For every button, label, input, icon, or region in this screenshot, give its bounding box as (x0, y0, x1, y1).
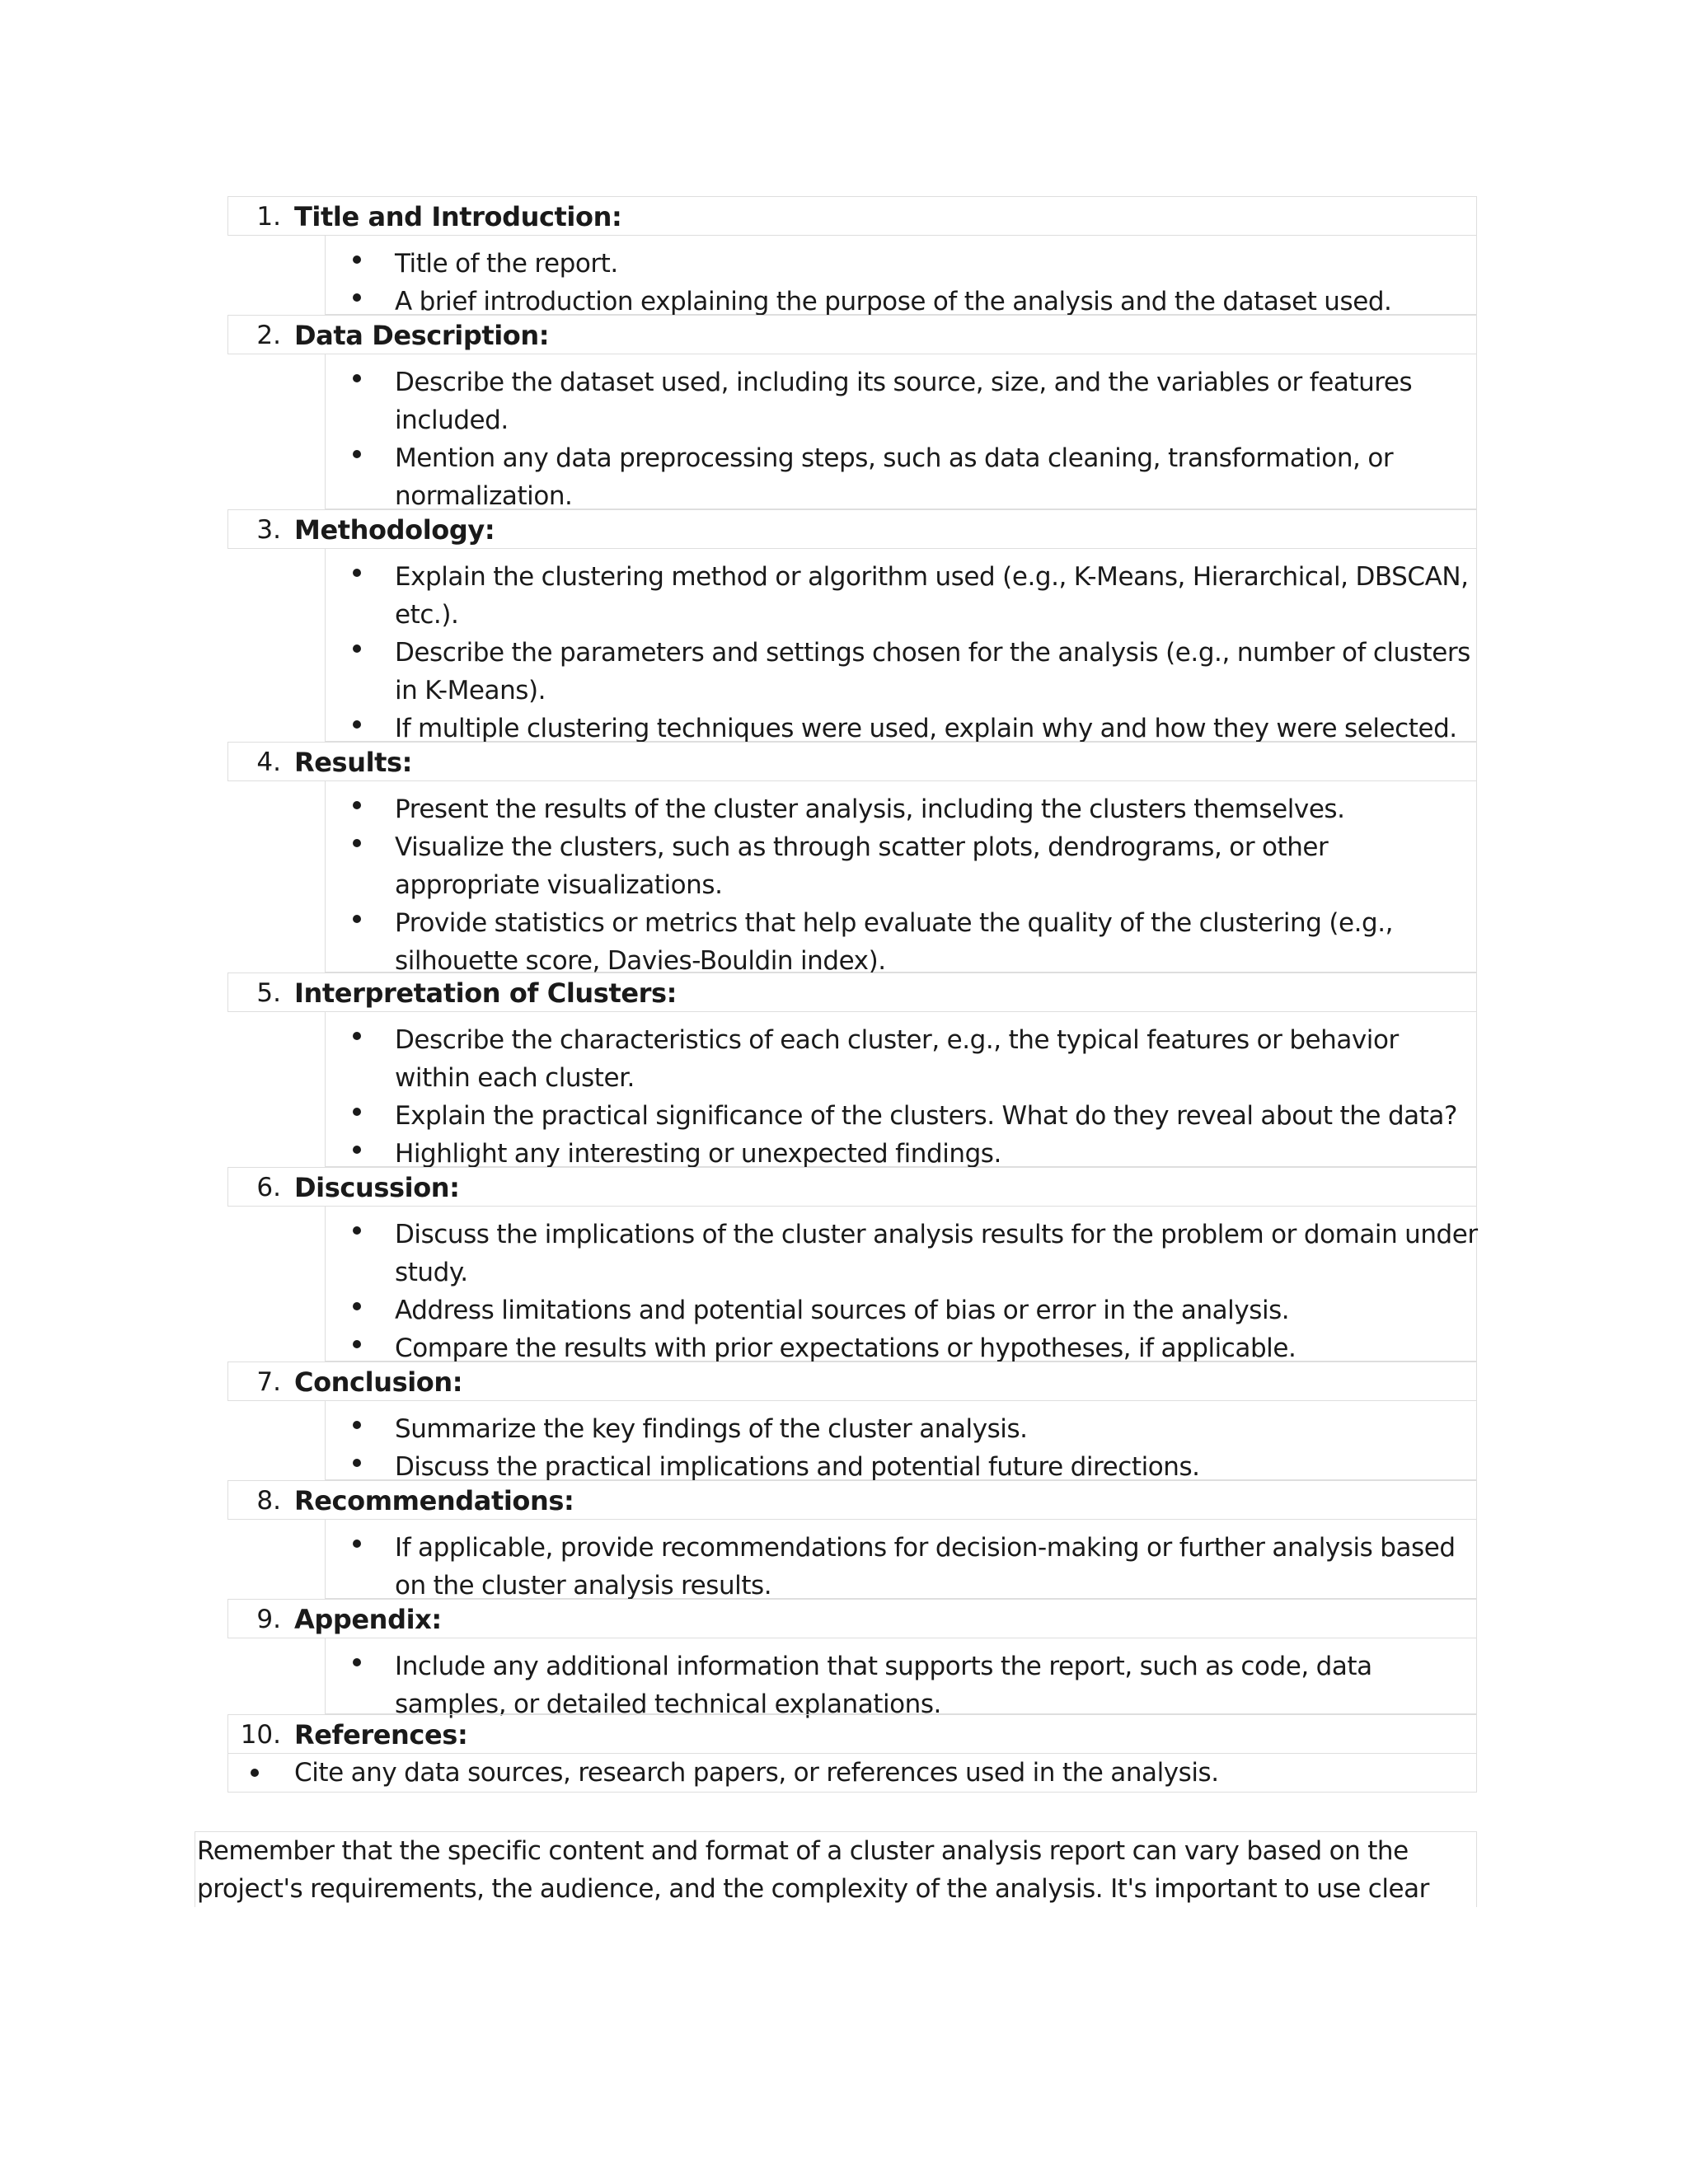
section-heading-data-description (227, 315, 1477, 354)
section-bullets (325, 1401, 1477, 1480)
section-title: Recommendations: (294, 1485, 574, 1516)
bullet-icon (353, 1421, 361, 1429)
bullet-icon (353, 374, 361, 382)
section-number: 10. (240, 1720, 281, 1750)
section-heading-recommendations (227, 1480, 1477, 1520)
section-bullets (325, 1207, 1477, 1361)
bullet-icon (353, 1108, 361, 1116)
list-item-text: Title of the report. (395, 249, 618, 279)
section-bullets (325, 354, 1477, 509)
section-title: References: (294, 1719, 468, 1750)
section-number: 2. (256, 321, 281, 350)
section-number: 5. (256, 978, 281, 1008)
list-item-text: Explain the clustering method or algorithm used (e.g., K-Means, Hierarchical, DBSCAN, etc.). (395, 562, 1469, 630)
bullet-icon (353, 1658, 361, 1666)
section-number: 3. (256, 515, 281, 545)
bullet-icon (353, 1302, 361, 1310)
bullet-icon (353, 255, 361, 264)
bullet-icon (353, 293, 361, 302)
section-heading-conclusion (227, 1361, 1477, 1401)
section-heading-discussion (227, 1167, 1477, 1207)
section-number: 1. (256, 202, 281, 232)
bullet-icon (353, 1032, 361, 1040)
bullet-icon (353, 569, 361, 577)
section-number: 9. (256, 1605, 281, 1634)
section-bullets (325, 1520, 1477, 1599)
section-bullets (325, 781, 1477, 976)
bullet-icon (353, 1340, 361, 1348)
bullet-icon (353, 1540, 361, 1548)
section-title: Appendix: (294, 1604, 442, 1635)
section-heading-appendix (227, 1599, 1477, 1638)
section-title: Results: (294, 747, 413, 778)
bullet-icon (353, 801, 361, 809)
bullet-icon (353, 1146, 361, 1154)
section-bullets (325, 549, 1477, 742)
bullet-icon (353, 839, 361, 847)
section-heading-results (227, 742, 1477, 781)
list-item-text: Visualize the clusters, such as through scatter plots, dendrograms, or other appropriate visualizations. (395, 832, 1329, 900)
list-item-text: Describe the parameters and settings chosen for the analysis (e.g., number of clusters in K-Means). (395, 638, 1470, 705)
list-item-text: Provide statistics or metrics that help evaluate the quality of the clustering (e.g., silhouette score, Davies-Bouldin index). (395, 908, 1394, 976)
bullet-icon (353, 915, 361, 923)
list-item-text: Include any additional information that supports the report, such as code, data samples, or detailed technical explanations. (395, 1652, 1372, 1719)
list-item-text: Compare the results with prior expectations or hypotheses, if applicable. (395, 1333, 1296, 1363)
list-item-text: Mention any data preprocessing steps, such as data cleaning, transformation, or normalization. (395, 443, 1394, 511)
section-title: Data Description: (294, 320, 550, 351)
bullet-icon (353, 720, 361, 729)
section-number: 4. (256, 748, 281, 777)
section-number: 8. (256, 1486, 281, 1516)
section-bullets (325, 236, 1477, 315)
bullet-icon (251, 1769, 259, 1777)
list-item-text: Describe the dataset used, including its source, size, and the variables or features included. (395, 368, 1413, 435)
list-item-text: Explain the practical significance of the clusters. What do they reveal about the data? (395, 1101, 1457, 1131)
bullet-icon (353, 644, 361, 653)
list-item-text: Discuss the implications of the cluster analysis results for the problem or domain under study. (395, 1220, 1478, 1287)
section-number: 6. (256, 1173, 281, 1202)
bullet-icon (353, 1459, 361, 1467)
list-item-text: If applicable, provide recommendations for decision-making or further analysis based on the cluster analysis results. (395, 1533, 1456, 1601)
section-title: Discussion: (294, 1172, 460, 1203)
references-list-item (227, 1753, 1477, 1793)
section-title: Methodology: (294, 514, 495, 546)
section-title: Conclusion: (294, 1366, 463, 1398)
bullet-icon (353, 450, 361, 458)
section-number: 7. (256, 1367, 281, 1397)
section-bullets (325, 1638, 1477, 1719)
list-item-text: Present the results of the cluster analysis, including the clusters themselves. (395, 794, 1345, 824)
list-item-text: If multiple clustering techniques were used, explain why and how they were selected. (395, 714, 1457, 743)
section-heading-interpretation-of-clusters (227, 972, 1477, 1012)
closing-paragraph-box (195, 1831, 1477, 1907)
section-title: Interpretation of Clusters: (294, 977, 678, 1009)
section-title: Title and Introduction: (294, 201, 622, 232)
list-item-text: Summarize the key findings of the cluster analysis. (395, 1414, 1028, 1444)
section-heading-methodology (227, 509, 1477, 549)
list-item-text: Highlight any interesting or unexpected findings. (395, 1139, 1001, 1169)
section-heading-title-and-introduction (227, 196, 1477, 236)
bullet-icon (353, 1226, 361, 1235)
section-bullets (325, 1012, 1477, 1167)
section-heading-references (227, 1714, 1477, 1754)
list-item-text: Address limitations and potential sources of bias or error in the analysis. (395, 1296, 1290, 1325)
list-item-text: Discuss the practical implications and potential future directions. (395, 1452, 1200, 1482)
list-item-text: A brief introduction explaining the purpose of the analysis and the dataset used. (395, 287, 1392, 316)
list-item-text: Describe the characteristics of each cluster, e.g., the typical features or behavior within each cluster. (395, 1025, 1399, 1093)
closing-paragraph: Remember that the specific content and format of a cluster analysis report can vary based on the project's requirements, the audience, and the complexity of the analysis. It's important to use clear (197, 1836, 1429, 1904)
list-item-text: Cite any data sources, research papers, or references used in the analysis. (294, 1758, 1219, 1788)
